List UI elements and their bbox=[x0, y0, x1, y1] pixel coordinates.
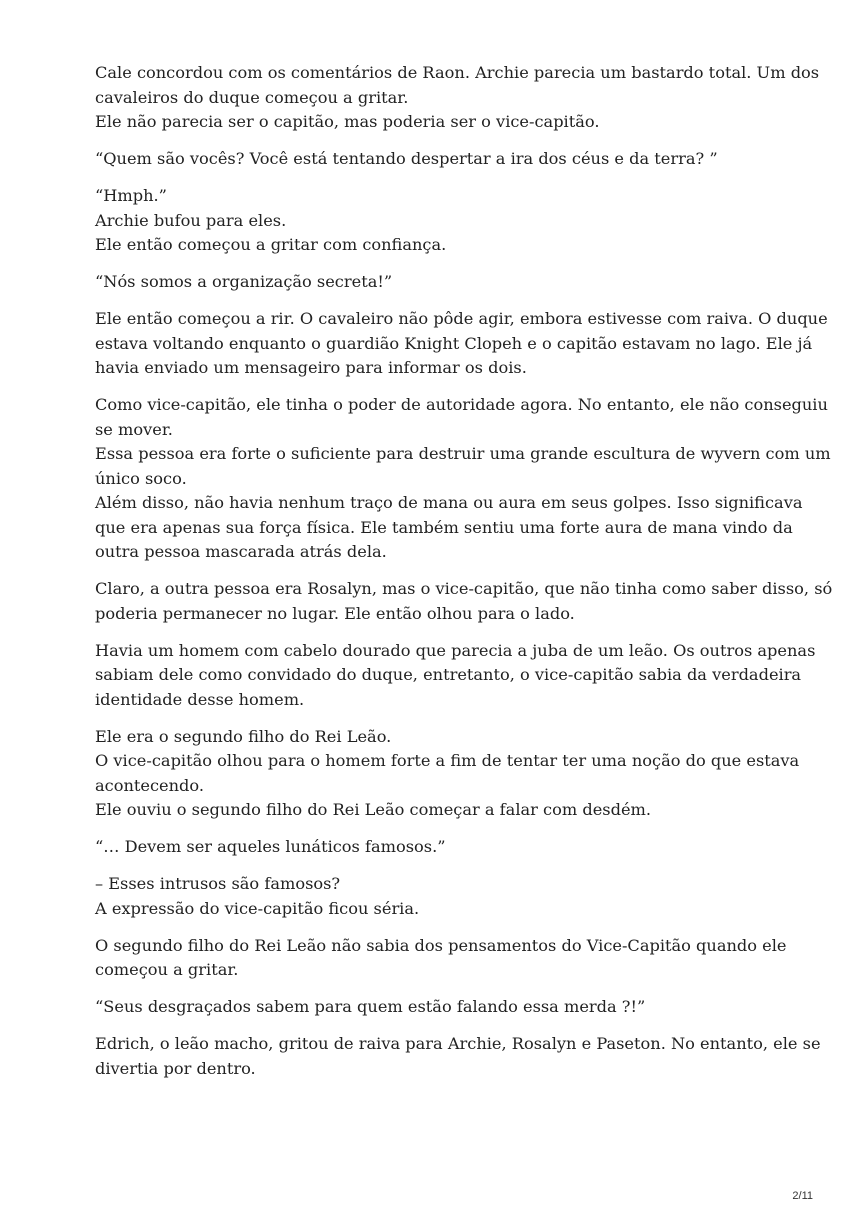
paragraph bbox=[95, 577, 833, 626]
paragraph bbox=[95, 995, 795, 1020]
text-line: Essa pessoa era forte o suficiente para destruir uma grande escultura de wyvern com um bbox=[95, 444, 831, 463]
text-line: Cale concordou com os comentários de Raon. Archie parecia um bastardo total. Um dos bbox=[95, 63, 820, 82]
text-line: – Esses intrusos são famosos? bbox=[95, 874, 341, 893]
text-line: acontecendo. bbox=[95, 775, 205, 795]
text-line: Ele então começou a rir. O cavaleiro não pôde agir, embora estivesse com raiva. O duque bbox=[95, 309, 828, 328]
text-line: O vice-capitão olhou para o homem forte a fim de tentar ter uma noção do que estava bbox=[95, 751, 800, 770]
text-line: estava voltando enquanto o guardião Knight Clopeh e o capitão estavam no lago. Ele já bbox=[95, 333, 813, 353]
text-line: Edrich, o leão macho, gritou de raiva para Archie, Rosalyn e Paseton. No entanto, ele se bbox=[95, 1034, 821, 1053]
text-line: O segundo filho do Rei Leão não sabia dos pensamentos do Vice-Capitão quando ele bbox=[95, 935, 787, 955]
text-line: havia enviado um mensageiro para informar os dois. bbox=[95, 358, 527, 377]
paragraph bbox=[95, 725, 800, 823]
text-line: sabiam dele como convidado do duque, entretanto, o vice-capitão sabia da verdadeira bbox=[95, 665, 802, 684]
paragraph bbox=[95, 184, 795, 258]
text-line: “… Devem ser aqueles lunáticos famosos.” bbox=[95, 837, 446, 856]
text-line: que era apenas sua força física. Ele também sentiu uma forte aura de mana vindo da bbox=[95, 517, 793, 537]
page-number: 2/11 bbox=[792, 1190, 813, 1202]
text-line: cavaleiros do duque começou a gritar. bbox=[95, 87, 409, 107]
text-line: “Nós somos a organização secreta!” bbox=[95, 272, 393, 291]
text-line: Claro, a outra pessoa era Rosalyn, mas o vice-capitão, que não tinha como saber disso, só bbox=[95, 579, 833, 598]
paragraph bbox=[95, 393, 831, 565]
text-line: outra pessoa mascarada atrás dela. bbox=[95, 542, 387, 561]
text-line: “Seus desgraçados sabem para quem estão falando essa merda ?!” bbox=[95, 997, 646, 1016]
paragraph bbox=[95, 270, 795, 295]
paragraph bbox=[95, 1032, 821, 1081]
text-line: identidade desse homem. bbox=[95, 689, 305, 709]
paragraph bbox=[95, 307, 828, 381]
text-line: Ele ouviu o segundo filho do Rei Leão começar a falar com desdém. bbox=[95, 800, 652, 819]
text-line: Ele então começou a gritar com confiança. bbox=[95, 235, 447, 254]
paragraph bbox=[95, 147, 795, 172]
text-line: “Quem são vocês? Você está tentando despertar a ira dos céus e da terra? ” bbox=[95, 149, 718, 168]
text-line: A expressão do vice-capitão ficou séria. bbox=[95, 898, 420, 918]
text-line: “Hmph.” bbox=[95, 186, 167, 205]
text-line: Ele era o segundo filho do Rei Leão. bbox=[95, 726, 392, 746]
text-line: começou a gritar. bbox=[95, 960, 239, 979]
text-line: Archie bufou para eles. bbox=[95, 210, 287, 230]
paragraph bbox=[95, 639, 816, 713]
text-line: único soco. bbox=[95, 468, 187, 488]
paragraph bbox=[95, 872, 795, 921]
text-line: Além disso, não havia nenhum traço de mana ou aura em seus golpes. Isso significava bbox=[95, 493, 803, 512]
text-line: Ele não parecia ser o capitão, mas poderia ser o vice-capitão. bbox=[95, 112, 600, 131]
paragraph bbox=[95, 835, 795, 860]
text-line: divertia por dentro. bbox=[95, 1058, 256, 1078]
paragraph bbox=[95, 61, 820, 135]
text-line: Havia um homem com cabelo dourado que parecia a juba de um leão. Os outros apenas bbox=[95, 640, 816, 660]
paragraph bbox=[95, 934, 795, 983]
text-line: poderia permanecer no lugar. Ele então olhou para o lado. bbox=[95, 603, 575, 623]
text-line: Como vice-capitão, ele tinha o poder de autoridade agora. No entanto, ele não conseguiu bbox=[95, 395, 828, 414]
document-body bbox=[95, 61, 833, 1094]
text-line: se mover. bbox=[95, 419, 173, 439]
